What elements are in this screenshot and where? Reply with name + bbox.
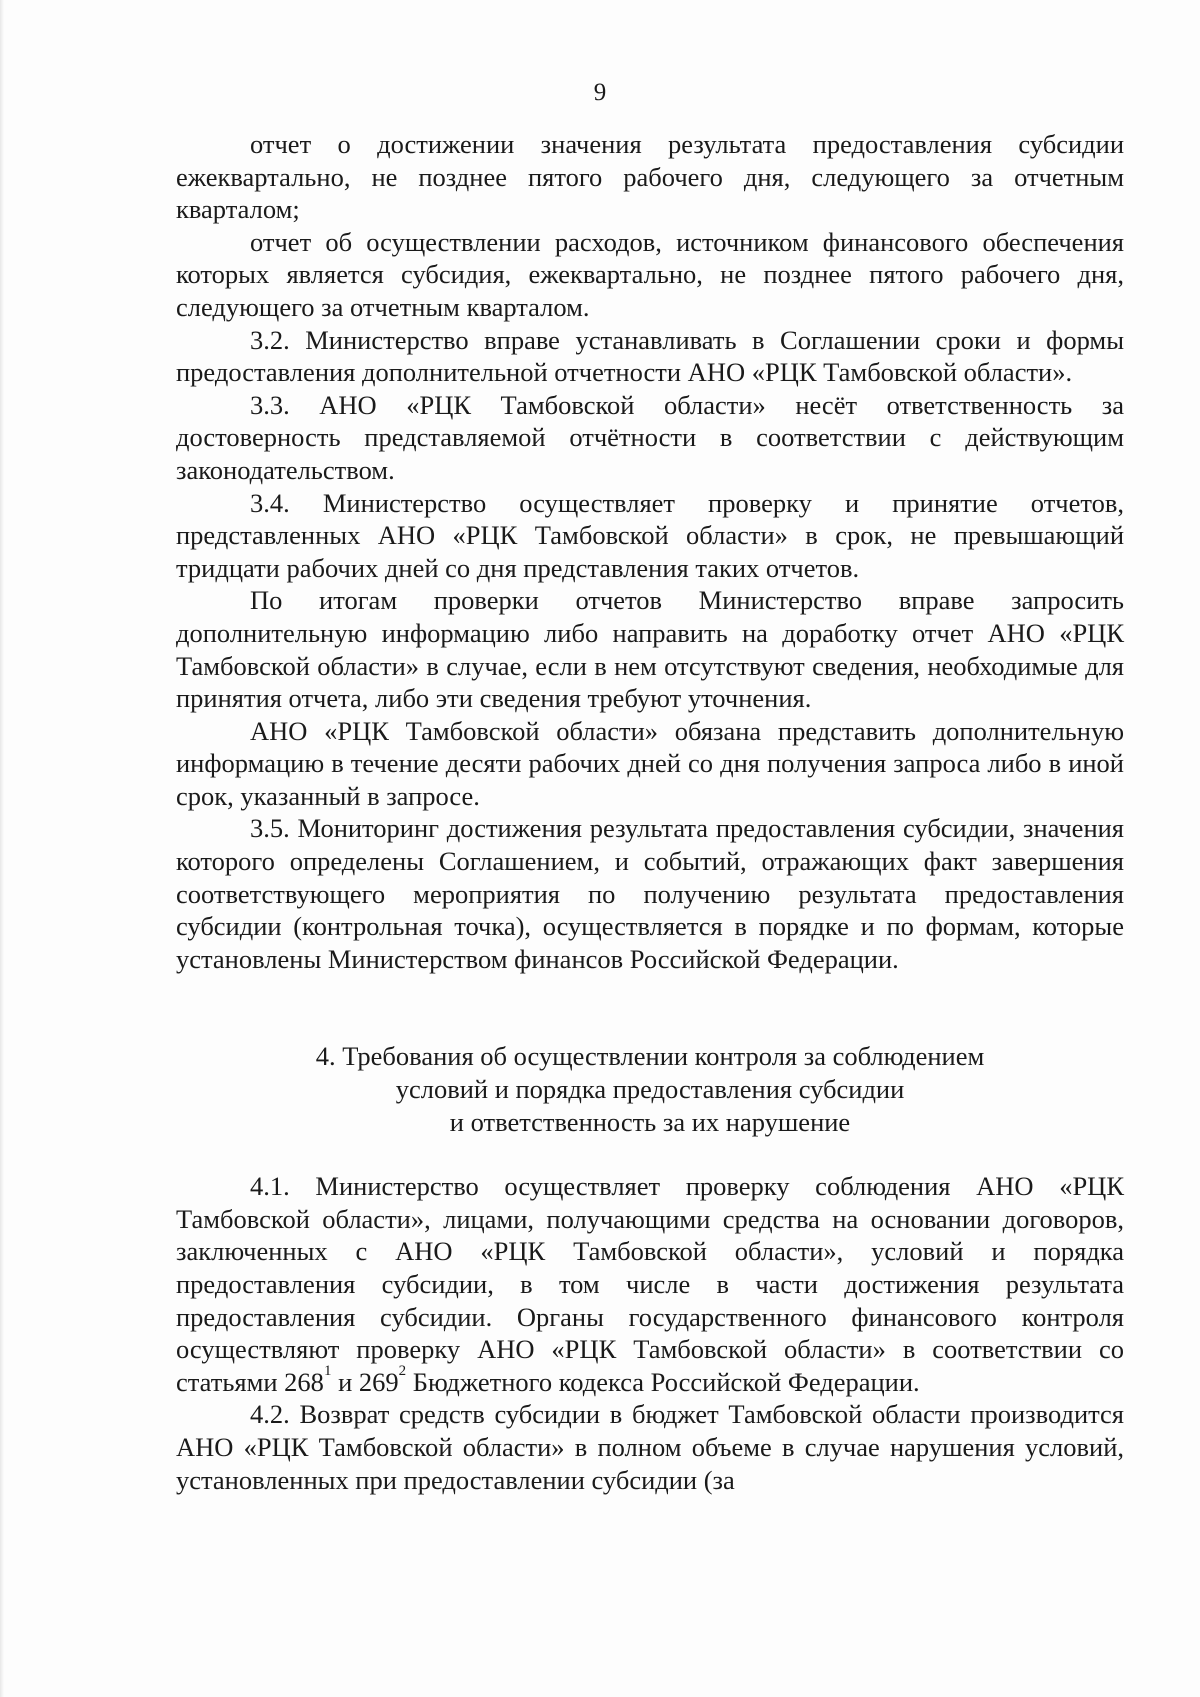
paragraph-3-2: 3.2. Министерство вправе устанавливать в Соглашении сроки и формы предоставления дополнительной отчетности АНО «РЦК Тамбовской области». <box>176 324 1124 388</box>
paragraph-3-5: 3.5. Мониторинг достижения результата предоставления субсидии, значения которого определены Соглашением, и событий, отражающих факт завершения соответствующего мероприятия по получению результата предоставления субсидии (контрольная точка), осуществляется в порядке и по формам, которые установлены Министерством финансов Российской Федерации. <box>176 813 1124 974</box>
paragraph-report-result: отчет о достижении значения результата предоставления субсидии ежеквартально, не позднее пятого рабочего дня, следующего за отчетным кварталом; <box>176 129 1124 225</box>
document-body <box>176 128 1124 1496</box>
scan-edge-shadow <box>0 0 4 1697</box>
paragraph-4-1-text-a: 4.1. Министерство осуществляет проверку соблюдения АНО «РЦК Тамбовской области», лицами, получающими средства на основании договоров, заключенных с АНО «РЦК Тамбовской области», условий и порядка предоставления субсидии, в том числе в части достижения результата предоставления субсидии. Органы государственного финансового контроля осуществляют проверку АНО «РЦК Тамбовской области» в соответствии со статьями 268 <box>176 1171 1124 1397</box>
paragraph-4-1-text-b: и 269 <box>331 1366 399 1397</box>
paragraph-review-results: По итогам проверки отчетов Министерство вправе запросить дополнительную информацию либо направить на доработку отчет АНО «РЦК Тамбовской области» в случае, если в нем отсутствуют сведения, необходимые для принятия отчета, либо эти сведения требуют уточнения. <box>176 585 1124 714</box>
heading-line-1: 4. Требования об осуществлении контроля за соблюдением <box>315 1041 985 1072</box>
paragraph-3-4: 3.4. Министерство осуществляет проверку и принятие отчетов, представленных АНО «РЦК Тамбовской области» в срок, не превышающий тридцати рабочих дней со дня представления таких отчетов. <box>176 487 1124 583</box>
paragraph-4-1 <box>176 1170 1124 1398</box>
section-spacer <box>176 975 1124 1040</box>
heading-spacer <box>176 1138 1124 1170</box>
paragraph-3-3: 3.3. АНО «РЦК Тамбовской области» несёт ответственность за достоверность представляемой отчётности в соответствии с действующим законодательством. <box>176 389 1124 485</box>
superscript-article-268: 1 <box>323 1362 332 1379</box>
section-4-heading <box>176 1040 1124 1138</box>
paragraph-4-1-text-c: Бюджетного кодекса Российской Федерации. <box>406 1366 920 1397</box>
paragraph-additional-info: АНО «РЦК Тамбовской области» обязана представить дополнительную информацию в течение десяти рабочих дней со дня получения запроса либо в иной срок, указанный в запросе. <box>176 715 1124 811</box>
heading-line-3: и ответственность за их нарушение <box>449 1106 851 1137</box>
paragraph-4-2: 4.2. Возврат средств субсидии в бюджет Тамбовской области производится АНО «РЦК Тамбовской области» в полном объеме в случае нарушения условий, установленных при предоставлении субсидии (за <box>176 1399 1124 1495</box>
superscript-article-269: 2 <box>398 1362 407 1379</box>
heading-line-2: условий и порядка предоставления субсидии <box>395 1074 905 1105</box>
paragraph-report-expenses: отчет об осуществлении расходов, источником финансового обеспечения которых является субсидия, ежеквартально, не позднее пятого рабочего дня, следующего за отчетным кварталом. <box>176 226 1124 322</box>
page-number: 9 <box>593 79 607 106</box>
